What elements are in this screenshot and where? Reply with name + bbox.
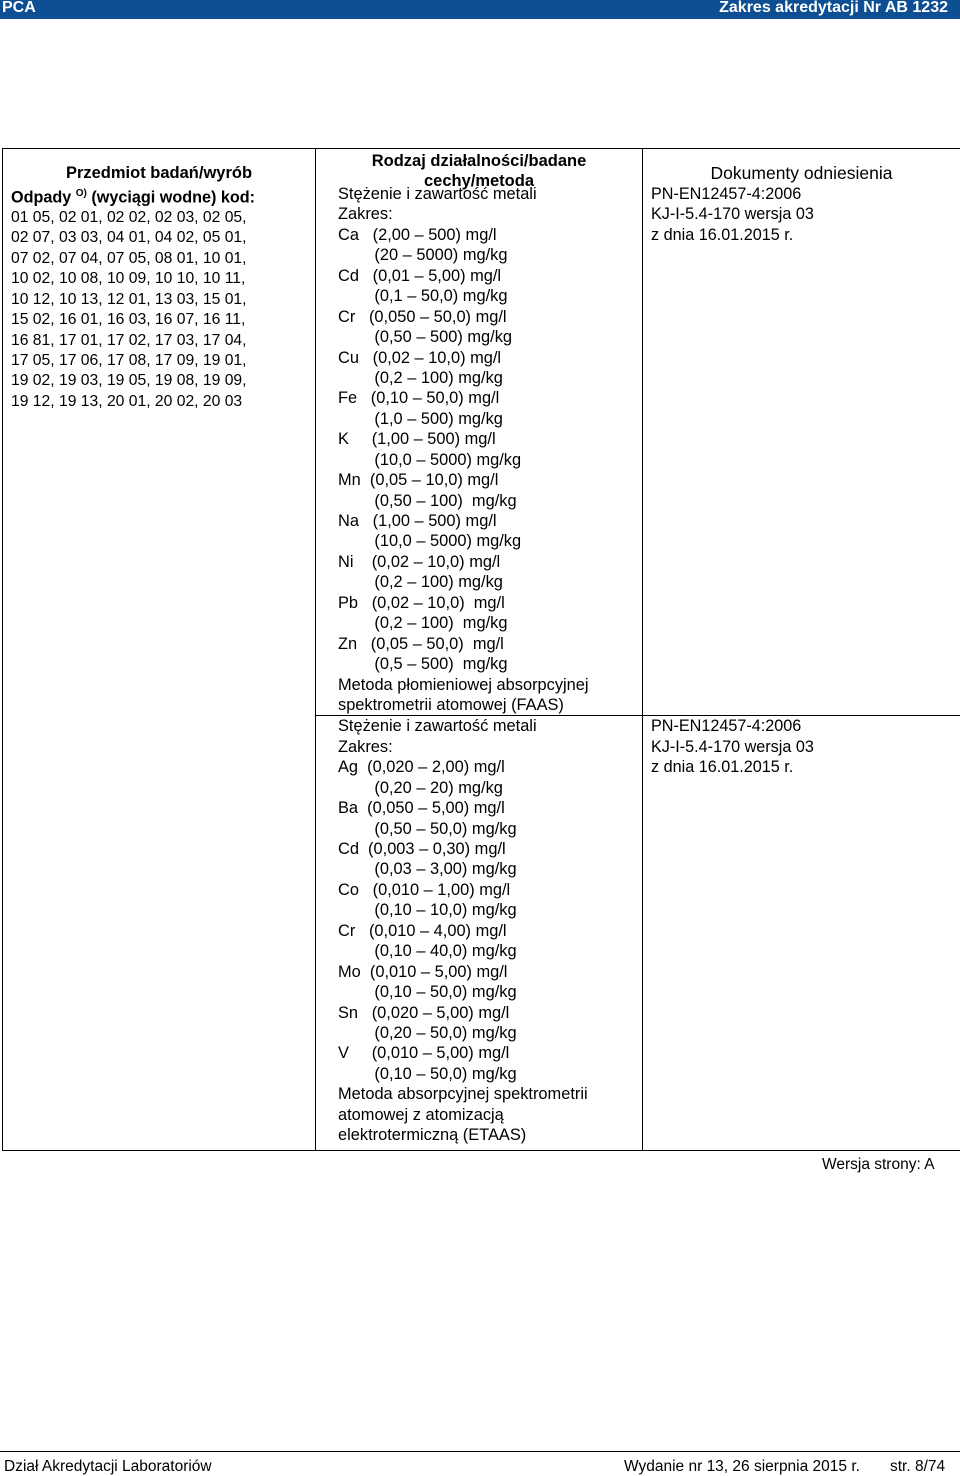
method-line: Ag (0,020 – 2,00) mg/l (338, 758, 505, 777)
method-line: (0,2 – 100) mg/kg (338, 368, 503, 387)
method-line: (0,10 – 40,0) mg/kg (338, 942, 517, 961)
method-line: Cr (0,050 – 50,0) mg/l (338, 307, 507, 326)
method-cell-2 (316, 716, 643, 1150)
method-etaas (316, 716, 642, 1149)
method-line: (0,5 – 500) mg/kg (338, 655, 508, 674)
subject-title: Odpady $^{O)}$ (wyciągi wodne) kod: (11, 188, 256, 207)
method-line: (0,50 – 500) mg/kg (338, 328, 513, 347)
page-header-bar (0, 0, 960, 19)
method-cell-1 (316, 149, 643, 716)
method-line: Sn (0,020 – 5,00) mg/l (338, 1003, 510, 1022)
waste-code-line: 07 02, 07 04, 07 05, 08 01, 10 01, (11, 249, 247, 267)
method-line: Metoda absorpcyjnej spektrometrii (338, 1085, 588, 1104)
method-line: (0,50 – 50,0) mg/kg (338, 819, 517, 838)
subject-text (3, 184, 315, 412)
footer-divider (0, 1451, 960, 1452)
method-line: Ni (0,02 – 10,0) mg/l (338, 552, 501, 571)
reference-document-line: PN-EN12457-4:2006 (651, 185, 802, 203)
method-line: Fe (0,10 – 50,0) mg/l (338, 389, 500, 408)
method-faas (316, 184, 642, 715)
method-line: (10,0 – 5000) mg/kg (338, 532, 522, 551)
method-line: Cd (0,003 – 0,30) mg/l (338, 840, 506, 858)
docs-etaas (643, 716, 960, 777)
method-line: (0,10 – 50,0) mg/kg (338, 1064, 517, 1083)
method-line: Zakres: (338, 205, 393, 224)
method-line: (20 – 5000) mg/kg (338, 246, 508, 265)
method-line: atomowej z atomizacją (338, 1105, 504, 1124)
method-line: Co (0,010 – 1,00) mg/l (338, 880, 511, 899)
accreditation-table (2, 148, 960, 1151)
method-line: (0,10 – 10,0) mg/kg (338, 901, 517, 920)
footer-department: Dział Akredytacji Laboratoriów (4, 1458, 212, 1475)
method-line: (0,50 – 100) mg/kg (338, 491, 517, 510)
method-line: (0,10 – 50,0) mg/kg (338, 983, 517, 1002)
footer-issue: Wydanie nr 13, 26 sierpnia 2015 r. (624, 1458, 860, 1475)
method-line: (10,0 – 5000) mg/kg (338, 450, 522, 469)
method-line: Stężenie i zawartość metali (338, 185, 537, 203)
method-line: Ba (0,050 – 5,00) mg/l (338, 799, 505, 818)
waste-code-line: 17 05, 17 06, 17 08, 17 09, 19 01, (11, 352, 247, 370)
waste-code-line: 01 05, 02 01, 02 02, 02 03, 02 05, (11, 208, 247, 226)
waste-code-line: 10 12, 10 13, 12 01, 13 03, 15 01, (11, 290, 247, 308)
method-line: Mn (0,05 – 10,0) mg/l (338, 471, 499, 490)
method-line: (1,0 – 500) mg/kg (338, 409, 503, 428)
reference-document-line: KJ-I-5.4-170 wersja 03 (651, 737, 814, 756)
method-line: Ca (2,00 – 500) mg/l (338, 225, 497, 244)
method-line: (0,20 – 50,0) mg/kg (338, 1023, 517, 1042)
method-line: (0,1 – 50,0) mg/kg (338, 287, 508, 306)
method-line: Zn (0,05 – 50,0) mg/l (338, 634, 504, 653)
method-line: Mo (0,010 – 5,00) mg/l (338, 962, 508, 981)
header-title: Zakres akredytacji Nr AB 1232 (719, 0, 948, 16)
waste-code-line: 19 02, 19 03, 19 05, 19 08, 19 09, (11, 372, 247, 390)
col-header-documents: Dokumenty odniesienia (710, 163, 893, 183)
col-header-subject: Przedmiot badań/wyrób (65, 164, 253, 182)
waste-code-line: 16 81, 17 01, 17 02, 17 03, 17 04, (11, 331, 247, 349)
method-line: Cd (0,01 – 5,00) mg/l (338, 266, 502, 285)
subject-cell (3, 149, 316, 1151)
waste-code-line: 10 02, 10 08, 10 09, 10 10, 10 11, (11, 270, 246, 288)
footer-page-number: str. 8/74 (890, 1458, 946, 1475)
col-header-method: Rodzaj działalności/badane cechy/metoda (371, 152, 587, 190)
page-version: Wersja strony: A (822, 1156, 935, 1173)
waste-codes (11, 208, 307, 413)
method-line: Pb (0,02 – 10,0) mg/l (338, 593, 505, 612)
header-org: PCA (2, 0, 36, 16)
method-line: Cu (0,02 – 10,0) mg/l (338, 348, 502, 367)
reference-document-line: KJ-I-5.4-170 wersja 03 (651, 205, 814, 224)
docs-faas (643, 184, 960, 245)
waste-code-line: 19 12, 19 13, 20 01, 20 02, 20 03 (11, 392, 243, 410)
waste-code-line: 15 02, 16 01, 16 03, 16 07, 16 11, (11, 311, 246, 329)
method-line: Zakres: (338, 737, 393, 756)
method-line: spektrometrii atomowej (FAAS) (338, 695, 564, 714)
reference-document-line: z dnia 16.01.2015 r. (651, 225, 794, 244)
docs-cell-1 (643, 149, 960, 716)
reference-document-line: z dnia 16.01.2015 r. (651, 758, 794, 777)
method-line: (0,03 – 3,00) mg/kg (338, 860, 517, 879)
method-line: (0,2 – 100) mg/kg (338, 573, 503, 592)
method-line: (0,20 – 20) mg/kg (338, 778, 503, 797)
method-line: K (1,00 – 500) mg/l (338, 430, 496, 449)
method-line: Cr (0,010 – 4,00) mg/l (338, 921, 507, 940)
docs-cell-2 (643, 716, 960, 1150)
reference-document-line: PN-EN12457-4:2006 (651, 717, 802, 736)
method-line: Stężenie i zawartość metali (338, 717, 537, 736)
method-line: V (0,010 – 5,00) mg/l (338, 1044, 510, 1063)
method-line: elektrotermiczną (ETAAS) (338, 1126, 527, 1145)
waste-code-line: 02 07, 03 03, 04 01, 04 02, 05 01, (11, 229, 247, 247)
method-line: (0,2 – 100) mg/kg (338, 614, 508, 633)
method-line: Metoda płomieniowej absorpcyjnej (338, 675, 589, 694)
method-line: Na (1,00 – 500) mg/l (338, 512, 497, 530)
